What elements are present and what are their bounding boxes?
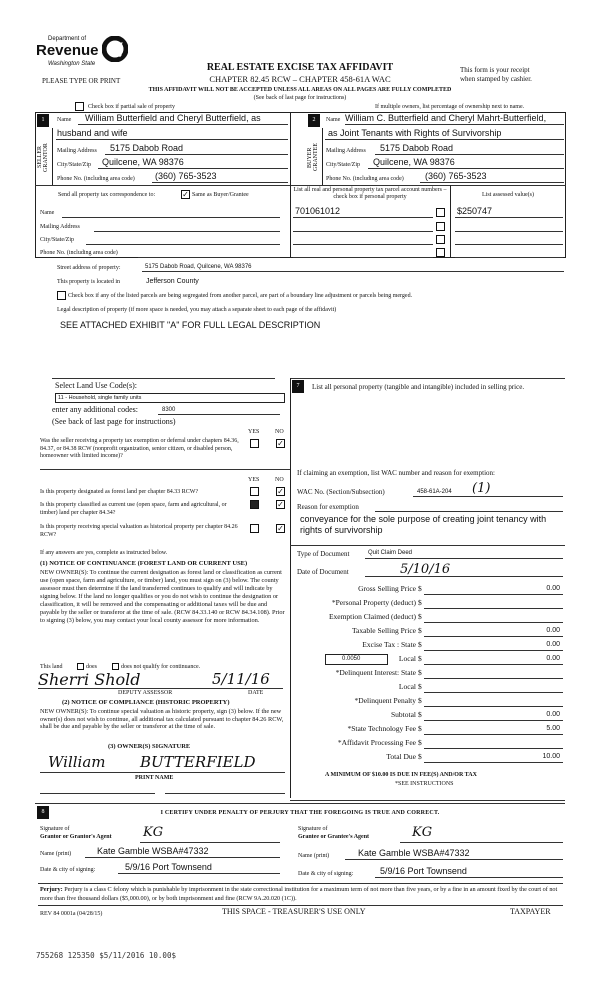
phone-label: Phone No. (including area code) bbox=[57, 176, 135, 182]
owner-signature: William bbox=[48, 753, 106, 771]
q-forest-yes[interactable] bbox=[250, 487, 259, 496]
print-name-label: PRINT NAME bbox=[135, 775, 174, 781]
see-back: (See back of last page for instructions) bbox=[253, 95, 347, 101]
financial-label: *Delinquent Penalty bbox=[354, 696, 416, 705]
financial-label: *Personal Property (deduct) bbox=[331, 598, 416, 607]
currency-sign: $ bbox=[418, 738, 422, 747]
corr-mail-field[interactable] bbox=[94, 231, 280, 232]
divider bbox=[290, 800, 565, 801]
perjury-text: Perjury is a class C felony which is punishable by imprisonment in the state correctional institution for a maximum term of not more than five years, or by a fine in an amount fixed by the court of not more than five thousand dollars ($5,000.00), or by both imprisonment and fine (RCW 9A.20.020 (1C)). bbox=[40, 886, 558, 902]
corr-phone-label: Phone No. (including area code) bbox=[40, 250, 118, 256]
reason-label: Reason for exemption bbox=[297, 503, 359, 511]
financial-amount[interactable]: 0.00 bbox=[546, 627, 560, 634]
corr-name-label: Name bbox=[40, 210, 55, 216]
grantee-sig-label-2: Grantee or Grantee's Agent bbox=[298, 834, 370, 840]
rule bbox=[38, 688, 283, 689]
amount-rule bbox=[424, 706, 563, 707]
buyer-name-cont[interactable]: as Joint Tenants with Rights of Survivorship bbox=[328, 128, 502, 138]
personal-property-label: List all personal property (tangible and intangible) included in selling price. bbox=[312, 383, 525, 391]
does-not-qualify-checkbox[interactable] bbox=[112, 663, 119, 670]
financial-label: Local bbox=[398, 682, 416, 691]
grantor-sig-label: Signature of bbox=[40, 826, 70, 832]
amount-rule bbox=[424, 650, 563, 651]
rule bbox=[152, 182, 288, 183]
financial-row bbox=[300, 697, 563, 709]
treasurer-use: THIS SPACE - TREASURER'S USE ONLY bbox=[222, 907, 366, 916]
q-historic-no[interactable]: ✓ bbox=[277, 524, 284, 533]
yes-header: YES bbox=[248, 477, 260, 483]
rule bbox=[345, 124, 564, 125]
same-as-buyer-checkbox[interactable]: ✓ bbox=[182, 190, 189, 199]
doc-type-label: Type of Document bbox=[297, 550, 350, 558]
local-rate: 0.0050 bbox=[342, 656, 361, 662]
rule bbox=[345, 859, 563, 860]
financial-row bbox=[300, 613, 563, 625]
currency-sign: $ bbox=[418, 724, 422, 733]
taxpayer-label: TAXPAYER bbox=[510, 907, 551, 916]
rule bbox=[85, 857, 280, 858]
financial-amount[interactable]: 0.00 bbox=[546, 711, 560, 718]
amount-rule bbox=[424, 608, 563, 609]
q-current-use-no[interactable]: ✓ bbox=[277, 500, 284, 509]
financial-amount[interactable]: 5.00 bbox=[546, 725, 560, 732]
date-label: DATE bbox=[248, 690, 264, 696]
grantor-signature[interactable]: KG bbox=[143, 825, 164, 840]
financial-label: *Delinquent Interest: State bbox=[335, 668, 416, 677]
rule bbox=[78, 124, 288, 125]
name-label: Name bbox=[57, 117, 72, 123]
value-field[interactable] bbox=[455, 217, 563, 218]
section-number: 7 bbox=[292, 380, 304, 393]
form-title: REAL ESTATE EXCISE TAX AFFIDAVIT bbox=[206, 62, 394, 73]
receipt-note-1: This form is your receipt bbox=[460, 66, 530, 74]
rule bbox=[140, 842, 280, 843]
mail-label: Mailing Address bbox=[326, 148, 366, 154]
certify-statement: I CERTIFY UNDER PENALTY OF PERJURY THAT THE FOREGOING IS TRUE AND CORRECT. bbox=[160, 810, 440, 816]
does-qualify-checkbox[interactable] bbox=[77, 663, 84, 670]
parcel-field[interactable] bbox=[293, 257, 433, 258]
divider bbox=[52, 378, 275, 379]
personal-property-checkbox[interactable] bbox=[436, 248, 445, 257]
if-yes-note: If any answers are yes, complete as instructed below. bbox=[40, 550, 168, 556]
q-exemption-no[interactable]: ✓ bbox=[277, 439, 284, 448]
value-field[interactable] bbox=[455, 257, 563, 258]
financial-label: Local bbox=[398, 654, 416, 663]
currency-sign: $ bbox=[418, 598, 422, 607]
doc-date[interactable]: 5/10/16 bbox=[400, 562, 451, 577]
q-current-use: Is this property classified as current use (open space, farm and agricultural, or timber) land per chapter 84.34? bbox=[40, 502, 227, 516]
divider bbox=[35, 185, 566, 186]
rule bbox=[40, 793, 155, 794]
divider bbox=[38, 883, 563, 884]
financial-row bbox=[300, 585, 563, 597]
seller-city[interactable]: Quilcene, WA 98376 bbox=[102, 157, 184, 167]
assessed-header: List assessed value(s) bbox=[482, 192, 534, 198]
seller-name-cont[interactable]: husband and wife bbox=[57, 128, 128, 138]
receipt-note-2: when stamped by cashier. bbox=[460, 75, 532, 83]
rule bbox=[56, 139, 288, 140]
does-not-label: does not qualify for continuance. bbox=[121, 664, 201, 670]
seller-side-label: SELLER GRANTOR bbox=[37, 143, 49, 172]
rule bbox=[142, 271, 564, 272]
divider bbox=[290, 378, 565, 379]
assessor-signature: Sherri Shold bbox=[38, 670, 141, 689]
owner-print-name: BUTTERFIELD bbox=[140, 753, 256, 771]
buyer-city[interactable]: Quilcene, WA 98376 bbox=[373, 157, 455, 167]
financial-row bbox=[300, 669, 563, 681]
divider bbox=[35, 803, 565, 804]
segregated-label: Check box if any of the listed parcels are being segregated from another parcel, are part of a boundary line adjustment or parcels being merged. bbox=[68, 293, 413, 299]
city-label: City/State/Zip bbox=[57, 162, 91, 168]
logo-state: Washington State bbox=[48, 61, 96, 67]
phone-label: Phone No. (including area code) bbox=[326, 176, 404, 182]
personal-property-checkbox[interactable] bbox=[436, 222, 445, 231]
assessed-value-1[interactable]: $250747 bbox=[457, 206, 493, 216]
see-back-note: (See back of last page for instructions) bbox=[52, 417, 176, 426]
form-revision: REV 84 0001a (04/28/15) bbox=[40, 911, 103, 917]
currency-sign: $ bbox=[418, 640, 422, 649]
currency-sign: $ bbox=[418, 710, 422, 719]
name-print-label: Name (print) bbox=[40, 851, 72, 857]
currency-sign: $ bbox=[418, 626, 422, 635]
financial-label: *Affidavit Processing Fee bbox=[337, 738, 416, 747]
legal-label: Legal description of property (if more space is needed, you may attach a separate sheet to each page of the affidavit) bbox=[57, 307, 337, 313]
rule bbox=[325, 139, 564, 140]
financial-row bbox=[300, 599, 563, 611]
legal-description[interactable]: SEE ATTACHED EXHIBIT "A" FOR FULL LEGAL DESCRIPTION bbox=[60, 320, 321, 330]
dor-logo-mark-icon bbox=[102, 36, 128, 62]
city-label: City/State/Zip bbox=[326, 162, 360, 168]
q-exemption-yes[interactable] bbox=[250, 439, 259, 448]
currency-sign: $ bbox=[418, 612, 422, 621]
corr-phone-field[interactable] bbox=[138, 257, 280, 258]
segregated-checkbox[interactable] bbox=[57, 291, 66, 300]
please-type: PLEASE TYPE OR PRINT bbox=[42, 77, 121, 85]
financial-label: Exemption Claimed (deduct) bbox=[328, 612, 416, 621]
section-number: 2 bbox=[308, 114, 320, 127]
amount-rule bbox=[424, 720, 563, 721]
warning: THIS AFFIDAVIT WILL NOT BE ACCEPTED UNLESS ALL AREAS ON ALL PAGES ARE FULLY COMPLETED bbox=[148, 87, 452, 93]
corr-city-label: City/State/Zip bbox=[40, 237, 74, 243]
amount-rule bbox=[424, 734, 563, 735]
date-city-label: Date & city of signing: bbox=[298, 871, 354, 877]
amount-rule bbox=[424, 762, 563, 763]
q-exemption: Was the seller receiving a property tax exemption or deferral under chapters 84.36, 84.37, or 84.38 RCW (nonprofit organization, senior citizen, or disabled person, homeowner with limited income)? bbox=[40, 438, 239, 459]
grantee-sig-label: Signature of bbox=[298, 826, 328, 832]
street-label: Street address of property: bbox=[57, 265, 121, 271]
additional-codes[interactable]: 8300 bbox=[162, 407, 176, 413]
rule bbox=[165, 793, 285, 794]
minimum-note: A MINIMUM OF $10.00 IS DUE IN FEE(S) AND/OR TAX bbox=[325, 772, 477, 778]
partial-sale-label: Check box if partial sale of property bbox=[88, 104, 175, 110]
financial-label: Taxable Selling Price bbox=[351, 626, 416, 635]
currency-sign: $ bbox=[418, 682, 422, 691]
rule bbox=[158, 414, 280, 415]
owner-signature-label: (3) OWNER(S) SIGNATURE bbox=[108, 743, 191, 750]
divider bbox=[52, 128, 53, 185]
does-label: does bbox=[86, 664, 97, 670]
rule bbox=[98, 168, 288, 169]
divider bbox=[38, 905, 563, 906]
section-number: 8 bbox=[37, 806, 49, 819]
amount-rule bbox=[424, 748, 563, 749]
divider bbox=[290, 545, 565, 546]
financial-amount[interactable]: 0.00 bbox=[546, 655, 560, 662]
notice-continuance-text: NEW OWNER(S): To continue the current designation as forest land or classification as current use (open space, farm and agriculture, or timber) land, you must sign on (3) below. The county assessor must then determine if the land transferred continues to qualify and will indicate by signing below. If the land no longer qualifies or you do not wish to continue the designation or classification, it will be removed and the compensating or additional taxes will be due and payable by the seller or transferor at the time of sale. (RCW 84.33.140 or RCW 84.34.108). Prior to signing (3) below, you may contact your local county assessor for more information. bbox=[40, 569, 285, 624]
land-use-select[interactable] bbox=[55, 393, 285, 403]
see-instructions: *SEE INSTRUCTIONS bbox=[395, 781, 454, 787]
date-city-label: Date & city of signing: bbox=[40, 867, 96, 873]
wac-label: WAC No. (Section/Subsection) bbox=[297, 488, 385, 496]
rule bbox=[105, 154, 288, 155]
grantee-signature[interactable]: KG bbox=[412, 825, 433, 840]
amount-rule bbox=[424, 594, 563, 595]
county[interactable]: Jefferson County bbox=[146, 278, 199, 285]
grantor-sig-label-2: Grantor or Grantor's Agent bbox=[40, 834, 112, 840]
doc-date-label: Date of Document bbox=[297, 568, 349, 576]
q-current-use-yes[interactable] bbox=[250, 500, 259, 509]
buyer-mail[interactable]: 5175 Dabob Road bbox=[380, 143, 454, 153]
rule bbox=[40, 772, 285, 773]
yes-header: YES bbox=[248, 429, 260, 435]
amount-rule bbox=[424, 678, 563, 679]
same-as-buyer-label: Same as Buyer/Grantee bbox=[192, 192, 249, 198]
value-field[interactable] bbox=[455, 244, 563, 245]
personal-property-checkbox[interactable] bbox=[436, 208, 445, 217]
notice-compliance-text: NEW OWNER(S): To continue special valuation as historic property, sign (3) below. If the new owner(s) does not wish to continue, all additional tax calculated pursuant to chapter 84.26 RCW, shall be due and payable by the seller or transferor at the time of sale. bbox=[40, 708, 284, 730]
logo-name: Revenue bbox=[36, 42, 99, 59]
value-field[interactable] bbox=[455, 231, 563, 232]
divider bbox=[290, 378, 291, 798]
currency-sign: $ bbox=[418, 696, 422, 705]
seller-phone[interactable]: (360) 765-3523 bbox=[155, 171, 217, 181]
grantor-date-city[interactable]: 5/9/16 Port Townsend bbox=[125, 862, 212, 872]
amount-rule bbox=[424, 692, 563, 693]
deputy-assessor-label: DEPUTY ASSESSOR bbox=[118, 690, 173, 696]
currency-sign: $ bbox=[418, 752, 422, 761]
wac-subsection-handwritten: (1) bbox=[472, 481, 491, 496]
divider bbox=[290, 112, 291, 258]
name-print-label: Name (print) bbox=[298, 853, 330, 859]
financial-label: Gross Selling Price bbox=[358, 584, 416, 593]
local-rate-box[interactable] bbox=[325, 654, 388, 665]
parcel-field[interactable] bbox=[293, 217, 433, 218]
rule bbox=[400, 842, 563, 843]
rule bbox=[368, 168, 564, 169]
notice-compliance-title: (2) NOTICE OF COMPLIANCE (HISTORIC PROPERTY) bbox=[62, 699, 230, 706]
rule bbox=[365, 558, 563, 559]
financial-row bbox=[300, 683, 563, 695]
name-label: Name bbox=[326, 117, 341, 123]
land-use-label: Select Land Use Code(s): bbox=[55, 381, 137, 390]
financial-row bbox=[300, 641, 563, 653]
financial-label: Subtotal bbox=[390, 710, 416, 719]
perjury-label: Perjury: bbox=[40, 886, 63, 893]
financial-row bbox=[300, 711, 563, 723]
correspondence-label: Send all property tax correspondence to: bbox=[58, 192, 156, 198]
wac-number[interactable]: 458-61A-204 bbox=[417, 489, 452, 495]
parcel-field[interactable] bbox=[293, 231, 433, 232]
financial-amount[interactable]: 10.00 bbox=[542, 753, 560, 760]
currency-sign: $ bbox=[418, 584, 422, 593]
amount-rule bbox=[424, 636, 563, 637]
q-forest: Is this property designated as forest land per chapter 84.33 RCW? bbox=[40, 489, 199, 495]
q-historic: Is this property receiving special valuation as historical property per chapter 84.26 RCW? bbox=[40, 524, 238, 538]
cashier-stamp: 755268 125350 $5/11/2016 10.00$ bbox=[36, 951, 176, 960]
no-header: NO bbox=[275, 429, 284, 435]
section-number: 1 bbox=[37, 114, 49, 127]
financial-row bbox=[300, 753, 563, 765]
parcel-field[interactable] bbox=[293, 244, 433, 245]
financial-row bbox=[300, 627, 563, 639]
buyer-name[interactable]: William C. Butterfield and Cheryl Mahrt-Butterfield, bbox=[345, 113, 547, 123]
financial-amount[interactable]: 0.00 bbox=[546, 641, 560, 648]
financial-amount[interactable]: 0.00 bbox=[546, 585, 560, 592]
buyer-side-label: BUYER GRANTEE bbox=[307, 143, 319, 172]
rule bbox=[365, 576, 563, 577]
buyer-phone[interactable]: (360) 765-3523 bbox=[425, 171, 487, 181]
notice-continuance-title: (1) NOTICE OF CONTINUANCE (FOREST LAND OR CURRENT USE) bbox=[40, 560, 248, 567]
corr-mail-label: Mailing Address bbox=[40, 224, 80, 230]
parcel-number-1[interactable]: 701061012 bbox=[295, 206, 341, 216]
located-label: This property is located in bbox=[57, 279, 120, 285]
q-forest-no[interactable]: ✓ bbox=[277, 487, 284, 496]
seller-name[interactable]: William Butterfield and Cheryl Butterfield, as bbox=[85, 113, 261, 123]
rule bbox=[375, 877, 563, 878]
multiple-owners-note: If multiple owners, list percentage of ownership next to name. bbox=[375, 104, 525, 110]
chapter: CHAPTER 82.45 RCW – CHAPTER 458-61A WAC bbox=[209, 74, 391, 84]
assessor-date: 5/11/16 bbox=[212, 670, 270, 688]
additional-codes-label: enter any additional codes: bbox=[52, 405, 138, 414]
financial-row bbox=[300, 725, 563, 737]
rule bbox=[420, 182, 564, 183]
divider bbox=[40, 469, 290, 470]
financial-label: *State Technology Fee bbox=[347, 724, 416, 733]
rule bbox=[413, 496, 563, 497]
rule bbox=[375, 154, 564, 155]
partial-sale-checkbox[interactable] bbox=[75, 102, 84, 111]
currency-sign: $ bbox=[418, 668, 422, 677]
no-header: NO bbox=[275, 477, 284, 483]
rule bbox=[375, 511, 563, 512]
financial-label: Excise Tax : State bbox=[362, 640, 416, 649]
exemption-label: If claiming an exemption, list WAC number and reason for exemption: bbox=[297, 469, 495, 477]
exemption-reason[interactable]: conveyance for the sole purpose of creating joint tenancy with rights of survivorship bbox=[300, 514, 547, 535]
currency-sign: $ bbox=[418, 654, 422, 663]
doc-type[interactable]: Quit Claim Deed bbox=[368, 550, 413, 556]
financial-row bbox=[300, 739, 563, 751]
amount-rule bbox=[424, 622, 563, 623]
this-land-label: This land bbox=[40, 664, 63, 670]
rule bbox=[118, 873, 280, 874]
street-address[interactable]: 5175 Dabob Road, Quilcene, WA 98376 bbox=[145, 264, 252, 270]
q-historic-yes[interactable] bbox=[250, 524, 259, 533]
logo-dept: Department of bbox=[48, 36, 87, 42]
grantor-name[interactable]: Kate Gamble WSBA#47332 bbox=[97, 846, 209, 856]
grantee-date-city[interactable]: 5/9/16 Port Townsend bbox=[380, 866, 467, 876]
amount-rule bbox=[424, 664, 563, 665]
corr-city-field[interactable] bbox=[86, 244, 280, 245]
mail-label: Mailing Address bbox=[57, 148, 97, 154]
perjury-notice bbox=[40, 886, 565, 903]
seller-mail[interactable]: 5175 Dabob Road bbox=[110, 143, 184, 153]
grantee-name[interactable]: Kate Gamble WSBA#47332 bbox=[358, 848, 470, 858]
parcels-header: List all real and personal property tax parcel account numbers – check box if personal property bbox=[293, 187, 447, 200]
corr-name-field[interactable] bbox=[62, 217, 280, 218]
financial-label: Total Due bbox=[386, 752, 416, 761]
divider bbox=[322, 128, 323, 185]
divider bbox=[450, 185, 451, 258]
personal-property-checkbox[interactable] bbox=[436, 235, 445, 244]
land-use-code: 11 - Household, single family units bbox=[58, 395, 142, 401]
